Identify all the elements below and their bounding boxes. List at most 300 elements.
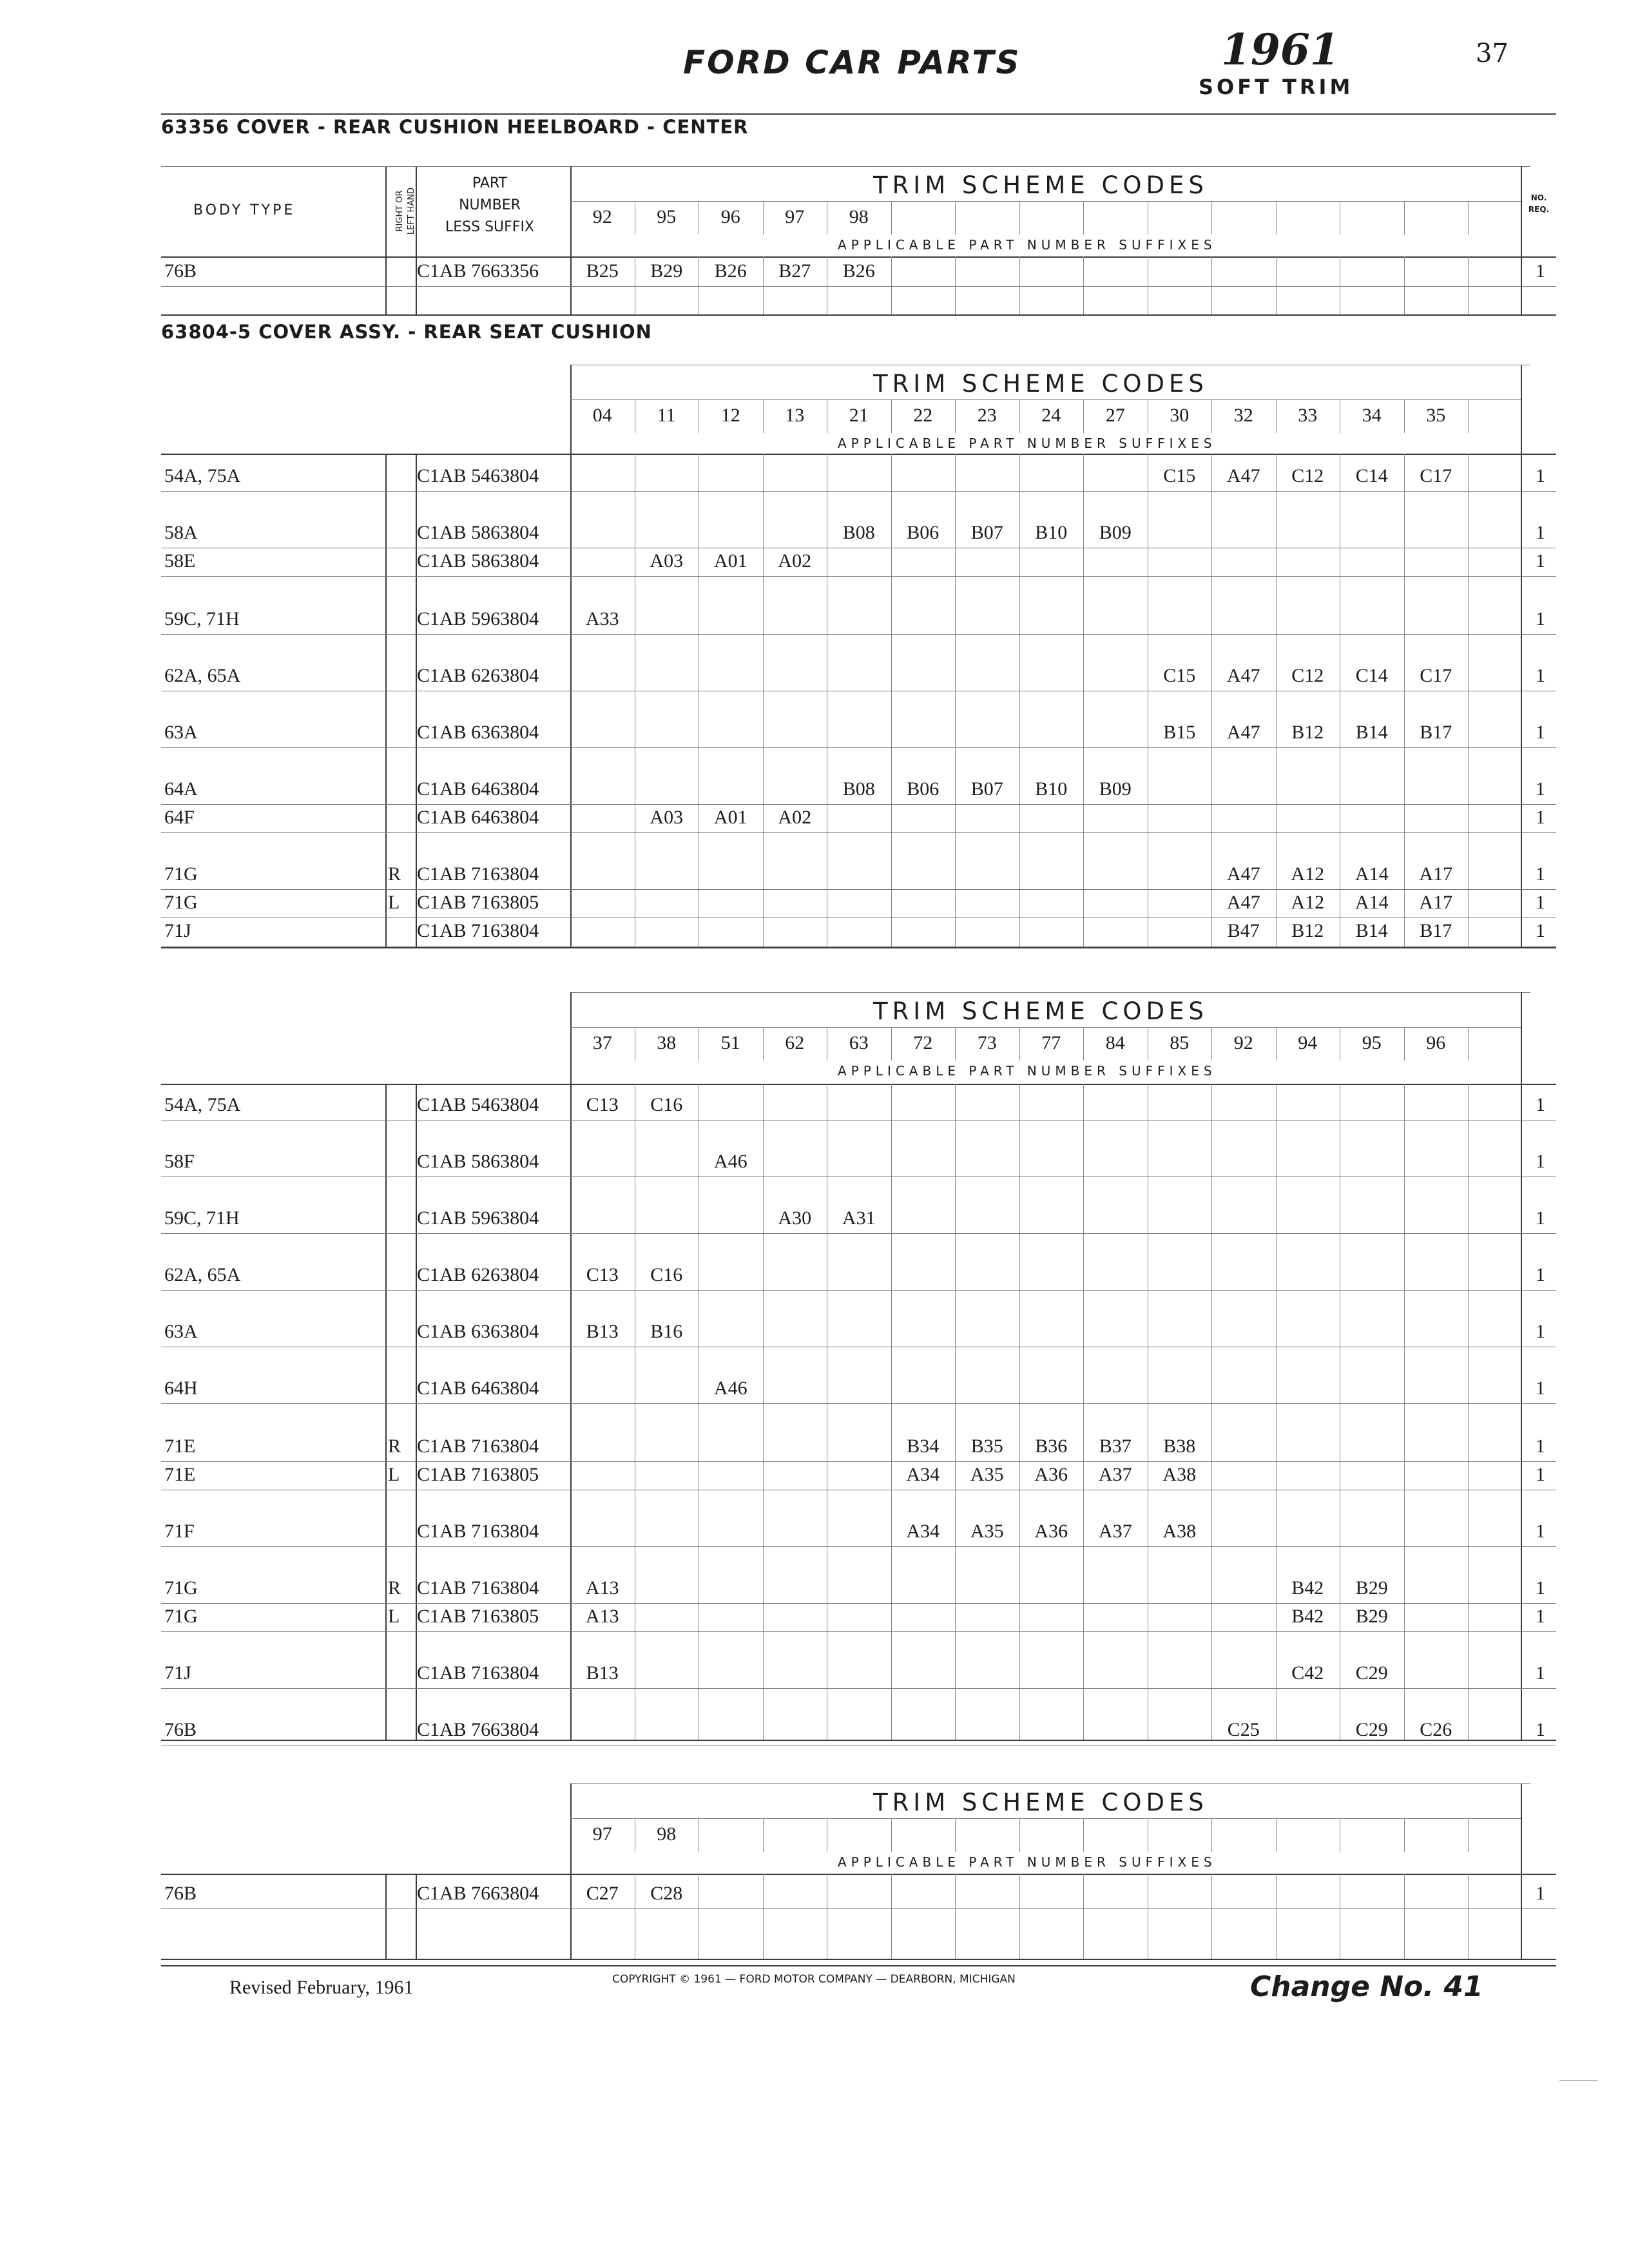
- code-header-divider: [1276, 201, 1277, 235]
- suffix-cell: B47: [1227, 920, 1260, 941]
- trim-code-header: 04: [592, 405, 612, 426]
- code-column-rule: [891, 1084, 892, 1740]
- part-number-cell: C1AB 7663804: [417, 1883, 539, 1904]
- trim-code-header: 30: [1170, 405, 1190, 426]
- code-column-rule: [1276, 256, 1277, 314]
- code-header-divider: [1468, 201, 1469, 235]
- body-type-cell: 62A, 65A: [164, 1264, 241, 1285]
- body-type-cell: 59C, 71H: [164, 608, 240, 629]
- row-rule: [161, 889, 1556, 890]
- suffix-cell: B07: [970, 522, 1003, 543]
- part-number-cell: C1AB 6263804: [417, 665, 539, 686]
- code-column-rule: [1083, 1874, 1084, 1959]
- part-number-cell: C1AB 5863804: [417, 550, 539, 572]
- part-number-cell: C1AB 7163804: [417, 1662, 539, 1684]
- trim-code-header: 97: [592, 1823, 612, 1845]
- suffix-cell: B08: [842, 778, 875, 800]
- quantity-required-cell: 1: [1536, 1577, 1545, 1599]
- row-rule: [161, 286, 1556, 287]
- suffix-cell: A34: [906, 1464, 940, 1485]
- no-header: NO.: [1530, 193, 1547, 202]
- trim-code-header: 32: [1233, 405, 1253, 426]
- quantity-required-cell: 1: [1536, 465, 1545, 486]
- suffix-cell: A01: [713, 807, 747, 828]
- footer-rule: [161, 1965, 1556, 1966]
- trim-code-header: 73: [977, 1032, 997, 1053]
- code-header-divider: [1276, 1818, 1277, 1852]
- code-column-rule: [763, 1084, 764, 1740]
- quantity-required-cell: 1: [1536, 892, 1545, 913]
- trim-scheme-codes-label: TRIM SCHEME CODES: [873, 370, 1208, 398]
- quantity-required-cell: 1: [1536, 1207, 1545, 1229]
- suffix-cell: B25: [586, 260, 619, 282]
- suffix-cell: B38: [1163, 1436, 1196, 1457]
- suffix-cell: B29: [1355, 1606, 1388, 1627]
- part-number-cell: C1AB 5863804: [417, 1151, 539, 1172]
- suffix-cell: A35: [970, 1521, 1004, 1542]
- trim-scheme-codes-label: TRIM SCHEME CODES: [873, 997, 1208, 1025]
- codes-row-rule: [570, 1818, 1521, 1819]
- quantity-required-cell: 1: [1536, 665, 1545, 686]
- code-header-divider: [1404, 1818, 1405, 1852]
- code-column-rule: [1211, 256, 1212, 314]
- row-rule: [161, 634, 1556, 635]
- trim-code-header: 35: [1426, 405, 1446, 426]
- body-type-cell: 62A, 65A: [164, 665, 241, 686]
- footer-copyright: COPYRIGHT © 1961 — FORD MOTOR COMPANY — DEARBORN, MICHIGAN: [612, 1973, 1016, 1986]
- row-rule: [161, 1603, 1556, 1604]
- quantity-required-cell: 1: [1536, 1436, 1545, 1457]
- suffix-cell: A46: [713, 1151, 747, 1172]
- applicable-suffixes-label: APPLICABLE PART NUMBER SUFFIXES: [838, 1063, 1217, 1079]
- suffix-cell: B09: [1099, 778, 1132, 800]
- hand-cell: R: [388, 1436, 401, 1457]
- part-number-cell: C1AB 7163804: [417, 1577, 539, 1599]
- body-type-header: BODY TYPE: [193, 202, 296, 218]
- trim-code-header: 62: [785, 1032, 805, 1053]
- trim-code-header: 92: [592, 206, 612, 227]
- suffix-cell: A12: [1291, 892, 1325, 913]
- codes-row-rule: [570, 399, 1521, 400]
- trim-code-header: 21: [849, 405, 869, 426]
- body-type-cell: 64F: [164, 807, 195, 828]
- suffix-cell: B27: [778, 260, 811, 282]
- quantity-required-cell: 1: [1536, 1321, 1545, 1342]
- trim-code-header: 96: [720, 206, 740, 227]
- suffix-cell: A14: [1354, 892, 1389, 913]
- part-number-cell: C1AB 7163805: [417, 1464, 539, 1485]
- suffix-cell: A36: [1034, 1464, 1068, 1485]
- quantity-required-cell: 1: [1536, 608, 1545, 629]
- trim-code-header: 51: [720, 1032, 740, 1053]
- code-column-rule: [1404, 256, 1405, 314]
- suffix-cell: A34: [906, 1521, 940, 1542]
- body-type-cell: 76B: [164, 1883, 197, 1904]
- number-header: NUMBER: [459, 197, 521, 213]
- suffix-cell: C17: [1420, 465, 1452, 486]
- code-column-rule: [1404, 1874, 1405, 1959]
- suffix-cell: A38: [1162, 1464, 1197, 1485]
- part-number-cell: C1AB 6463804: [417, 1378, 539, 1399]
- row-rule: [161, 1908, 1556, 1909]
- hand-cell: L: [388, 892, 400, 913]
- row-rule: [161, 1546, 1556, 1547]
- row-rule: [161, 1631, 1556, 1632]
- codes-row-rule: [570, 201, 1521, 202]
- trim-code-header: 72: [913, 1032, 933, 1053]
- suffix-cell: B15: [1163, 722, 1196, 743]
- suffix-cell: C12: [1291, 465, 1324, 486]
- applicable-suffixes-label: APPLICABLE PART NUMBER SUFFIXES: [838, 237, 1217, 253]
- part-number-cell: C1AB 6363804: [417, 722, 539, 743]
- page-header-year: 1961: [1221, 24, 1340, 75]
- code-column-rule: [763, 1874, 764, 1959]
- suffix-cell: A30: [778, 1207, 812, 1229]
- suffix-cell: A31: [842, 1207, 876, 1229]
- trim-code-header: 11: [657, 405, 676, 426]
- body-type-cell: 71G: [164, 1606, 198, 1627]
- part-number-cell: C1AB 5963804: [417, 1207, 539, 1229]
- row-rule: [161, 491, 1556, 492]
- quantity-required-cell: 1: [1536, 920, 1545, 941]
- suffix-cell: A17: [1419, 863, 1453, 885]
- suffix-cell: A46: [713, 1378, 747, 1399]
- suffix-cell: A35: [970, 1464, 1004, 1485]
- footer-change-number: Change No. 41: [1250, 1970, 1483, 2003]
- part-number-cell: C1AB 6363804: [417, 1321, 539, 1342]
- req-column-rule: [1521, 1783, 1522, 1959]
- row-rule: [161, 832, 1556, 833]
- suffix-cell: A47: [1226, 465, 1260, 486]
- section-title-heelboard: 63356 COVER - REAR CUSHION HEELBOARD - CENTER: [161, 116, 749, 138]
- quantity-required-cell: 1: [1536, 1378, 1545, 1399]
- suffix-cell: B17: [1420, 920, 1452, 941]
- hand-cell: L: [388, 1606, 400, 1627]
- trim-code-header: 84: [1105, 1032, 1125, 1053]
- suffix-cell: B26: [842, 260, 875, 282]
- suffix-cell: B06: [907, 522, 940, 543]
- header-rule: [161, 113, 1556, 115]
- quantity-required-cell: 1: [1536, 1606, 1545, 1627]
- suffix-cell: B12: [1291, 722, 1324, 743]
- part-number-cell: C1AB 7163805: [417, 892, 539, 913]
- code-column-rule: [955, 256, 956, 314]
- part-number-cell: C1AB 7663804: [417, 1719, 539, 1740]
- body-type-cell: 58F: [164, 1151, 195, 1172]
- code-header-divider: [1468, 1818, 1469, 1852]
- page-header-title: FORD CAR PARTS: [683, 44, 1021, 81]
- req-column-rule: [1521, 166, 1522, 314]
- row-rule: [161, 804, 1556, 805]
- code-column-rule: [891, 1874, 892, 1959]
- row-rule: [161, 1290, 1556, 1291]
- trim-code-header: 34: [1362, 405, 1382, 426]
- suffix-cell: A47: [1226, 892, 1260, 913]
- suffix-cell: B10: [1035, 522, 1068, 543]
- margin-mark: [1559, 2080, 1598, 2081]
- quantity-required-cell: 1: [1536, 1464, 1545, 1485]
- suffix-cell: C25: [1227, 1719, 1260, 1740]
- quantity-required-cell: 1: [1536, 1662, 1545, 1684]
- section-title-rear-seat-cushion: 63804-5 COVER ASSY. - REAR SEAT CUSHION: [161, 321, 652, 343]
- suffix-cell: A17: [1419, 892, 1453, 913]
- req-column-rule: [1521, 992, 1522, 1740]
- row-rule: [161, 1233, 1556, 1234]
- right-or-left-hand-header: RIGHT OR: [395, 190, 405, 232]
- body-type-cell: 76B: [164, 260, 197, 282]
- trim-code-header: 95: [1362, 1032, 1382, 1053]
- body-type-cell: 71E: [164, 1464, 196, 1485]
- quantity-required-cell: 1: [1536, 863, 1545, 885]
- trim-code-header: 27: [1105, 405, 1125, 426]
- suffix-cell: C14: [1355, 465, 1388, 486]
- table-bottom-rule: [161, 1959, 1556, 1960]
- hand-left-rule: [385, 166, 387, 314]
- table-bottom-rule: [161, 314, 1556, 316]
- quantity-required-cell: 1: [1536, 1264, 1545, 1285]
- suffix-cell: A47: [1226, 665, 1260, 686]
- suffix-cell: B42: [1291, 1577, 1324, 1599]
- suffix-cell: B37: [1099, 1436, 1132, 1457]
- codes-left-rule: [570, 365, 572, 947]
- suffix-cell: C16: [650, 1264, 683, 1285]
- code-column-rule: [1083, 256, 1084, 314]
- header-bottom-rule: [161, 1084, 1556, 1085]
- body-type-cell: 64A: [164, 778, 198, 800]
- code-header-divider: [891, 201, 892, 235]
- suffix-cell: C13: [586, 1264, 619, 1285]
- suffix-cell: B13: [586, 1321, 619, 1342]
- header-top-rule: [570, 166, 1530, 167]
- suffix-cell: A14: [1354, 863, 1389, 885]
- suffix-cell: B14: [1355, 920, 1388, 941]
- part-number-cell: C1AB 7663356: [417, 260, 539, 282]
- trim-code-header: 63: [849, 1032, 869, 1053]
- code-header-divider: [955, 201, 956, 235]
- body-type-cell: 59C, 71H: [164, 1207, 240, 1229]
- suffix-cell: B14: [1355, 722, 1388, 743]
- part-number-cell: C1AB 5963804: [417, 608, 539, 629]
- trim-code-header: 38: [657, 1032, 677, 1053]
- code-column-rule: [955, 1874, 956, 1959]
- code-header-divider: [1468, 399, 1469, 433]
- suffix-cell: A02: [778, 550, 812, 572]
- suffix-cell: B29: [650, 260, 683, 282]
- trim-code-header: 98: [849, 206, 869, 227]
- part-left-rule: [416, 1084, 417, 1740]
- right-or-left-hand-header-2: LEFT HAND: [407, 187, 416, 235]
- quantity-required-cell: 1: [1536, 1094, 1545, 1115]
- part-number-cell: C1AB 7163804: [417, 863, 539, 885]
- trim-code-header: 96: [1426, 1032, 1446, 1053]
- page-header-subtitle: SOFT TRIM: [1199, 75, 1354, 99]
- table-bottom-rule: [161, 947, 1556, 948]
- part-number-cell: C1AB 6263804: [417, 1264, 539, 1285]
- quantity-required-cell: 1: [1536, 778, 1545, 800]
- suffix-cell: A01: [713, 550, 747, 572]
- applicable-suffixes-label: APPLICABLE PART NUMBER SUFFIXES: [838, 1854, 1217, 1870]
- trim-code-header: 92: [1233, 1032, 1253, 1053]
- code-column-rule: [1468, 1874, 1469, 1959]
- suffix-cell: C16: [650, 1094, 683, 1115]
- suffix-cell: A02: [778, 807, 812, 828]
- body-type-cell: 71G: [164, 892, 198, 913]
- code-header-divider: [1211, 201, 1212, 235]
- quantity-required-cell: 1: [1536, 1151, 1545, 1172]
- body-type-cell: 71F: [164, 1521, 195, 1542]
- code-column-rule: [1468, 454, 1469, 947]
- trim-code-header: 98: [657, 1823, 677, 1845]
- code-header-divider: [1468, 1027, 1469, 1061]
- body-type-cell: 63A: [164, 722, 198, 743]
- suffix-cell: C26: [1420, 1719, 1452, 1740]
- quantity-required-cell: 1: [1536, 1521, 1545, 1542]
- suffix-cell: C29: [1355, 1719, 1388, 1740]
- part-number-cell: C1AB 5863804: [417, 522, 539, 543]
- code-column-rule: [1019, 1874, 1020, 1959]
- suffix-cell: C12: [1291, 665, 1324, 686]
- suffix-cell: B29: [1355, 1577, 1388, 1599]
- code-column-rule: [1276, 1084, 1277, 1740]
- hand-cell: L: [388, 1464, 400, 1485]
- page-number: 37: [1476, 39, 1509, 68]
- suffix-cell: C14: [1355, 665, 1388, 686]
- suffix-cell: B10: [1035, 778, 1068, 800]
- header-bottom-rule: [161, 256, 1556, 258]
- body-type-cell: 64H: [164, 1378, 198, 1399]
- suffix-cell: B07: [970, 778, 1003, 800]
- body-type-cell: 76B: [164, 1719, 197, 1740]
- hand-left-rule: [385, 1874, 387, 1959]
- quantity-required-cell: 1: [1536, 1719, 1545, 1740]
- part-number-cell: C1AB 6463804: [417, 807, 539, 828]
- body-type-cell: 71J: [164, 1662, 191, 1684]
- code-column-rule: [1404, 1084, 1405, 1740]
- footer-revised-date: Revised February, 1961: [229, 1977, 414, 1998]
- header-top-rule: [570, 992, 1530, 993]
- trim-code-header: 23: [977, 405, 997, 426]
- code-header-divider: [1404, 201, 1405, 235]
- part-number-cell: C1AB 7163804: [417, 1521, 539, 1542]
- code-header-divider: [1083, 1818, 1084, 1852]
- trim-code-header: 77: [1041, 1032, 1061, 1053]
- suffix-cell: B13: [586, 1662, 619, 1684]
- hand-left-rule: [385, 1084, 387, 1740]
- trim-code-header: 22: [913, 405, 933, 426]
- suffix-cell: B12: [1291, 920, 1324, 941]
- trim-code-header: 12: [720, 405, 740, 426]
- quantity-required-cell: 1: [1536, 550, 1545, 572]
- suffix-cell: B09: [1099, 522, 1132, 543]
- hand-cell: R: [388, 863, 401, 885]
- code-header-divider: [1019, 201, 1020, 235]
- code-column-rule: [1019, 256, 1020, 314]
- quantity-required-cell: 1: [1536, 807, 1545, 828]
- quantity-required-cell: 1: [1536, 260, 1545, 282]
- row-rule: [161, 747, 1556, 748]
- hand-cell: R: [388, 1577, 401, 1599]
- trim-code-header: 13: [785, 405, 805, 426]
- suffix-cell: A12: [1291, 863, 1325, 885]
- suffix-cell: B08: [842, 522, 875, 543]
- suffix-cell: B16: [650, 1321, 683, 1342]
- header-bottom-rule: [161, 1874, 1556, 1875]
- suffix-cell: A47: [1226, 863, 1260, 885]
- suffix-cell: A13: [585, 1606, 619, 1627]
- code-column-rule: [1468, 256, 1469, 314]
- suffix-cell: A03: [650, 550, 684, 572]
- trim-code-header: 37: [592, 1032, 612, 1053]
- code-header-divider: [1211, 1818, 1212, 1852]
- codes-row-rule: [570, 1027, 1521, 1028]
- trim-code-header: 97: [785, 206, 805, 227]
- suffix-cell: A38: [1162, 1521, 1197, 1542]
- body-type-cell: 71J: [164, 920, 191, 941]
- code-column-rule: [1276, 1874, 1277, 1959]
- row-rule: [161, 1403, 1556, 1404]
- codes-left-rule: [570, 1783, 572, 1959]
- suffix-cell: C15: [1163, 665, 1196, 686]
- suffix-cell: C29: [1355, 1662, 1388, 1684]
- suffix-cell: A36: [1034, 1521, 1068, 1542]
- code-column-rule: [763, 454, 764, 947]
- suffix-cell: B34: [907, 1436, 940, 1457]
- code-header-divider: [763, 1818, 764, 1852]
- trim-code-header: 85: [1170, 1032, 1190, 1053]
- codes-left-rule: [570, 166, 572, 314]
- part-number-cell: C1AB 7163804: [417, 1436, 539, 1457]
- suffix-cell: A37: [1098, 1464, 1132, 1485]
- part-number-cell: C1AB 5463804: [417, 465, 539, 486]
- suffix-cell: A47: [1226, 722, 1260, 743]
- code-header-divider: [955, 1818, 956, 1852]
- row-rule: [161, 1461, 1556, 1462]
- code-header-divider: [1083, 201, 1084, 235]
- suffix-cell: C28: [650, 1883, 683, 1904]
- row-rule: [161, 1688, 1556, 1689]
- suffix-cell: C42: [1291, 1662, 1324, 1684]
- body-type-cell: 54A, 75A: [164, 1094, 241, 1115]
- part-number-cell: C1AB 5463804: [417, 1094, 539, 1115]
- trim-code-header: 33: [1298, 405, 1318, 426]
- suffix-cell: C15: [1163, 465, 1196, 486]
- trim-code-header: 94: [1298, 1032, 1318, 1053]
- left-header-top-rule: [161, 166, 570, 167]
- suffix-cell: A13: [585, 1577, 619, 1599]
- code-header-divider: [1019, 1818, 1020, 1852]
- body-type-cell: 71G: [164, 1577, 198, 1599]
- suffix-cell: B42: [1291, 1606, 1324, 1627]
- body-type-cell: 58A: [164, 522, 198, 543]
- suffix-cell: A37: [1098, 1521, 1132, 1542]
- part-number-cell: C1AB 6463804: [417, 778, 539, 800]
- suffix-cell: C13: [586, 1094, 619, 1115]
- row-rule: [161, 946, 1556, 947]
- quantity-required-cell: 1: [1536, 522, 1545, 543]
- suffix-cell: B35: [970, 1436, 1003, 1457]
- trim-code-header: 24: [1041, 405, 1061, 426]
- body-type-cell: 63A: [164, 1321, 198, 1342]
- trim-scheme-codes-label: TRIM SCHEME CODES: [873, 171, 1208, 199]
- header-top-rule: [570, 1783, 1530, 1784]
- req-header: REQ.: [1528, 205, 1550, 214]
- suffix-cell: A03: [650, 807, 684, 828]
- body-type-cell: 71G: [164, 863, 198, 885]
- req-column-rule: [1521, 365, 1522, 947]
- suffix-cell: C17: [1420, 665, 1452, 686]
- quantity-required-cell: 1: [1536, 1883, 1545, 1904]
- code-column-rule: [955, 1084, 956, 1740]
